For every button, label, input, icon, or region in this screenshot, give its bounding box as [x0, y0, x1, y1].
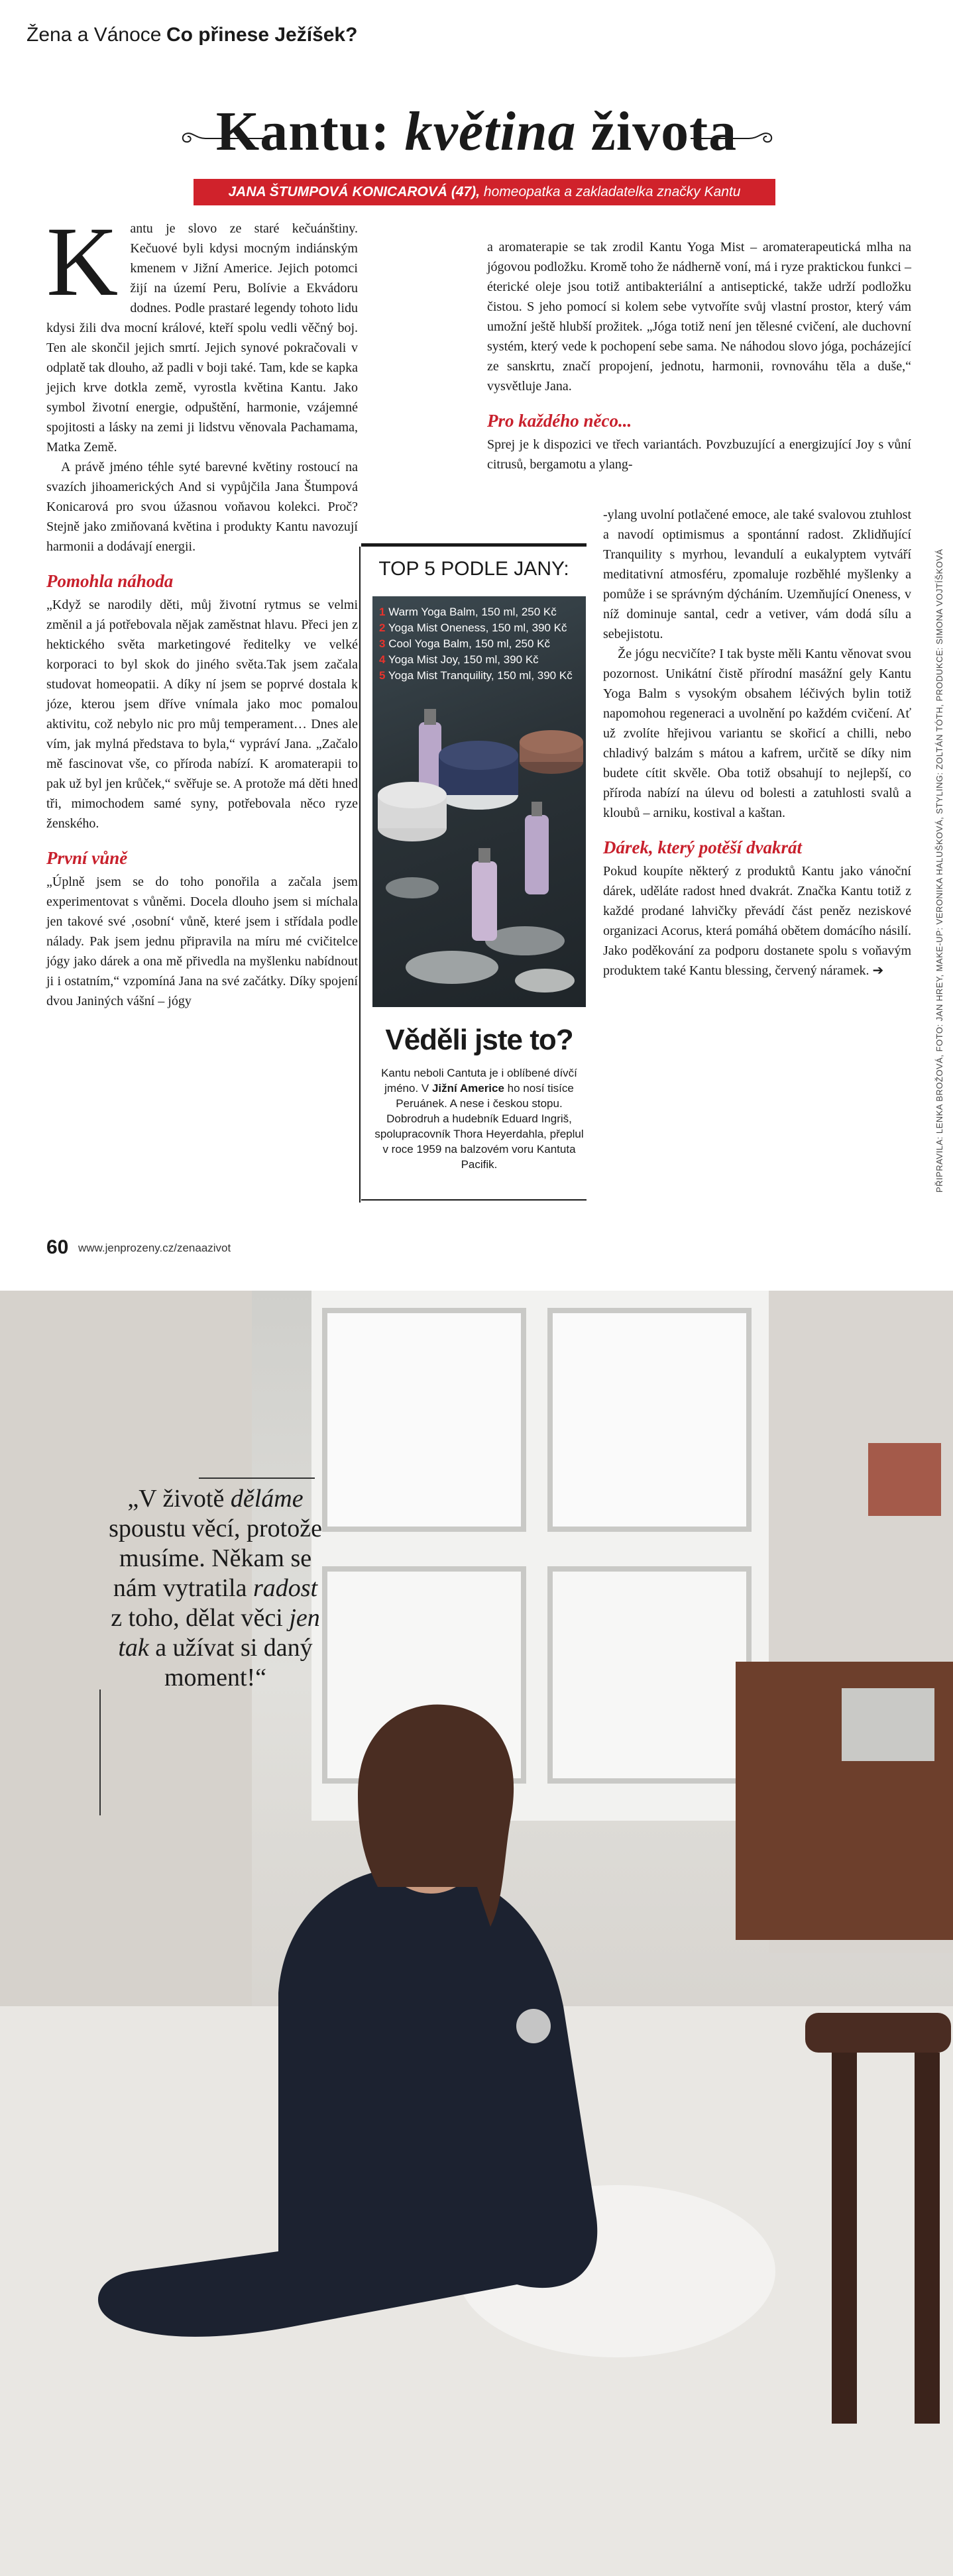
subheading-pomohla: Pomohla náhoda: [46, 571, 174, 591]
fact-box-title: Věděli jste to?: [385, 1024, 573, 1056]
paragraph-8: Pokud koupíte některý z produktů Kantu jako vánoční dárek, uděláte radost hned dvakrát. Značka Kantu totiž z každé prodané lahvičky převádí část peněz neziskové organizaci Acorus, která pomáhá obětem domácího násilí. Jako poděkování za podporu dostanete spolu s voňavým produktem také Kantu blessing, červený náramek. ➔: [603, 864, 911, 978]
photo-credit: PŘIPRAVILA: LENKA BROŽOVÁ, FOTO: JAN HREY, MAKE-UP: VERONIKA HALUŠKOVÁ, STYLING: ZOLTÁN TÓTH, PRODUKCE: SIMONA VOJTÍŠKOVÁ: [934, 549, 944, 1193]
paragraph-3: „Když se narodily děti, můj životní rytmus se velmi změnil a já potřebovala nějak zaměstnat hlavu. Přeci jen z hektického světa marketingové ředitelky ve velké korporaci to byl skok do jiného světa.Tak jsem začala studovat homeopatii. A díky ní jsem se poprvé dostala k józe, kterou jsem dříve vnímala jako moc pomalou aktivitu, což nebylo nic pro můj temperament… Dnes ale vím, jak mylná představa to byla,“ vypráví Jana. „Začalo mě fascinovat vše, co příroda nabízí. K aromaterapii to pak už byl jen krůček,“ svěřuje se. A protože má děti hned tři, mimochodem samé syny, potřebovala něco ryze ženského.: [46, 598, 358, 831]
byline-name: JANA ŠTUMPOVÁ KONICAROVÁ (47),: [228, 184, 480, 199]
page-header: [27, 24, 357, 46]
top5-item: [379, 636, 578, 652]
box-bottom-rule: [361, 1199, 587, 1201]
top5-list: [379, 604, 578, 684]
top5-item: [379, 668, 578, 684]
article-column-left: [46, 207, 358, 1011]
article-column-right: [603, 505, 911, 981]
quote-part-2: spoustu věcí, protože musíme. Někam se nám vytratila: [109, 1515, 322, 1602]
byline-bar: [194, 179, 775, 205]
drop-cap: K: [46, 207, 119, 317]
top5-title: TOP 5 PODLE JANY:: [378, 558, 569, 580]
top5-item-text: Yoga Mist Tranquility, 150 ml, 390 Kč: [388, 669, 573, 682]
quote-italic-3: jen tak: [118, 1604, 320, 1662]
quote-part-4: a užívat si daný moment!“: [148, 1634, 313, 1691]
article-column-right-top: [487, 237, 911, 474]
paragraph-5: a aromaterapie se tak zrodil Kantu Yoga Mist – aromaterapeutická mlha na jógovou podložku. Kromě toho že nádherně voní, má i ryze praktickou funkci – éterické oleje jsou totiž antibakteriální a antiseptické, takže udrží podložku čistou. S jeho pomocí si kolem sebe vytvoříte svůj vlastní prostor, který vám umožní ještě hlubší prožitek. „Jóga totiž není jen tělesné cvičení, ale duchovní systém, který vede k pochopení sebe sama. Ne náhodou slovo jóga, pocházející ze sanskrtu, značí propojení, jednotu, harmonii, rovnováhu těla a duše,“ vysvětluje Jana.: [487, 240, 911, 394]
top5-item: [379, 604, 578, 620]
top5-item: [379, 652, 578, 668]
portrait-photo: [0, 1291, 953, 2576]
title-part1: Kantu:: [215, 101, 405, 162]
intro-text: antu je slovo ze staré kečuánštiny. Kečuové byli kdysi mocným indiánským kmenem v Jižní Americe. Jejich potomci žijí na území Peru, Bolívie a Ekvádoru dodnes. Podle prastaré legendy tohoto lidu kdysi žili dva mocní králové, kteří spolu vedli věčný boj. Ten ale skončil jejich smrtí. Jejich synové pokračovali v odplatě tak dlouho, až padli v boji také. Tam, kde se kapka jejich krve dotkla země, vyrostla květina Kantu. Jako symbol životní energie, odpuštění, harmonie, vzájemné spojitosti a lásky na zemi ji lidstvu věnovala Pachamama, Matka Země.: [46, 221, 358, 455]
paragraph-6a: Sprej je k dispozici ve třech variantách. Povzbuzující a energizující Joy s vůní citrusů, bergamotu a ylang-: [487, 437, 911, 472]
pull-quote: [106, 1484, 325, 1693]
top5-item-number: 3: [379, 637, 386, 650]
quote-rule-left: [99, 1690, 101, 1815]
top5-item-number: 4: [379, 653, 386, 666]
subheading-prvni-vune: První vůně: [46, 848, 128, 868]
paragraph-7: Že jógu necvičíte? I tak byste měli Kantu věnovat svou pozornost. Unikátní čistě přírodní masážní gely Kantu Yoga Balm s vysokým obsahem léčivých bylin totiž napomohou regeneraci a uvolnění po každém cvičení. Ať už zvolíte hřejivou variantu se skořicí a chilli, nebo chladivý balzám s mátou a kafrem, určitě se díky nim budete cítit skvěle. Oba totiž obsahují to nejlepší, co příroda nabízí na úlevu od bolesti a zatuhlosti svalů a kloubů – arniku, kostival a kaštan.: [603, 647, 911, 820]
quote-italic-2: radost: [252, 1574, 318, 1602]
box-left-rule: [359, 547, 361, 1203]
title-part2: života: [576, 101, 738, 162]
byline-role: homeopatka a zakladatelka značky Kantu: [480, 184, 741, 199]
intro-paragraph: [46, 207, 358, 457]
quote-part-3: z toho, dělat věci: [111, 1604, 290, 1632]
subheading-pro-kazdeho: Pro každého něco...: [487, 411, 632, 431]
page-number: 60: [46, 1236, 69, 1258]
top5-item-number: 1: [379, 606, 386, 618]
paragraph-6b: -ylang uvolní potlačené emoce, ale také svalovou ztuhlost a navodí optimismus a spontánní radost. Zklidňující Tranquility s myrhou, levandulí a eukalyptem vytváří meditativní atmosféru, zpomaluje rozběhlé myšlenky a pomůže i se správným dýcháním. Uzemňující Oneness, v níž dominuje santal, cedr a vetiver, vám dodá sílu a sebejistotu.: [603, 508, 911, 641]
paragraph-2-text: A právě jméno téhle syté barevné květiny rostoucí na svazích jihoamerických And si vypůjčila Jana Štumpová Konicarová pro svou úžasnou voňavou kolekci. Proč? Stejně jako zmiňovaná květina i produkty Kantu navozují harmonii a dodávají energii.: [46, 460, 358, 554]
fact-text-2: ho nosí tisíce Peruánek. A nese i českou stopu. Dobrodruh a hudebník Eduard Ingriš, spolupracovník Thora Heyerdahla, přeplul v roce 1959 na balzovém voru Kantuta Pacifik.: [374, 1082, 584, 1171]
paragraph-4: „Úplně jsem se do toho ponořila a začala jsem experimentovat s vůněmi. Docela dlouho jsem si míchala jen takové své ‚osobní‘ vůně, které jsem i střídala podle nálady. Pak jsem jednu připravila na míru mé cvičitelce jógy jako dárek a ona mě přivedla na myšlenku nabídnout ji i ostatním,“ vzpomíná Jana na své začátky. Díky spojení dvou Janiných vášní – jógy: [46, 875, 358, 1008]
paragraph-2: [46, 457, 358, 557]
fact-text-bold: Jižní Americe: [431, 1082, 504, 1095]
quote-italic-1: děláme: [230, 1485, 304, 1513]
portrait-illustration: [0, 1291, 953, 2576]
fact-text-1: Kantu neboli Cantuta je i oblíbené dívčí jméno. V: [381, 1067, 577, 1095]
box-top-rule: [361, 543, 587, 547]
fact-box-text: [372, 1065, 586, 1172]
page-url[interactable]: www.jenprozeny.cz/zenaazivot: [78, 1242, 231, 1254]
top5-item-text: Yoga Mist Oneness, 150 ml, 390 Kč: [388, 621, 567, 634]
title-italic: květina: [404, 101, 577, 162]
section-label: Žena a Vánoce: [27, 24, 162, 46]
quote-rule-top: [199, 1477, 315, 1479]
top5-item-text: Cool Yoga Balm, 150 ml, 250 Kč: [388, 637, 551, 650]
article-title: [216, 101, 737, 162]
section-headline: Co přinese Ježíšek?: [166, 24, 358, 46]
flourish-left-icon: [179, 129, 265, 148]
top5-item-number: 2: [379, 621, 386, 634]
subheading-darek: Dárek, který potěší dvakrát: [603, 837, 802, 857]
article-title-block: [0, 99, 953, 172]
top5-item-text: Yoga Mist Joy, 150 ml, 390 Kč: [388, 653, 539, 666]
top5-item-text: Warm Yoga Balm, 150 ml, 250 Kč: [388, 606, 557, 618]
top5-item: [379, 620, 578, 636]
quote-part-1: „V životě: [127, 1485, 231, 1513]
flourish-right-icon: [689, 129, 775, 148]
top5-item-number: 5: [379, 669, 386, 682]
